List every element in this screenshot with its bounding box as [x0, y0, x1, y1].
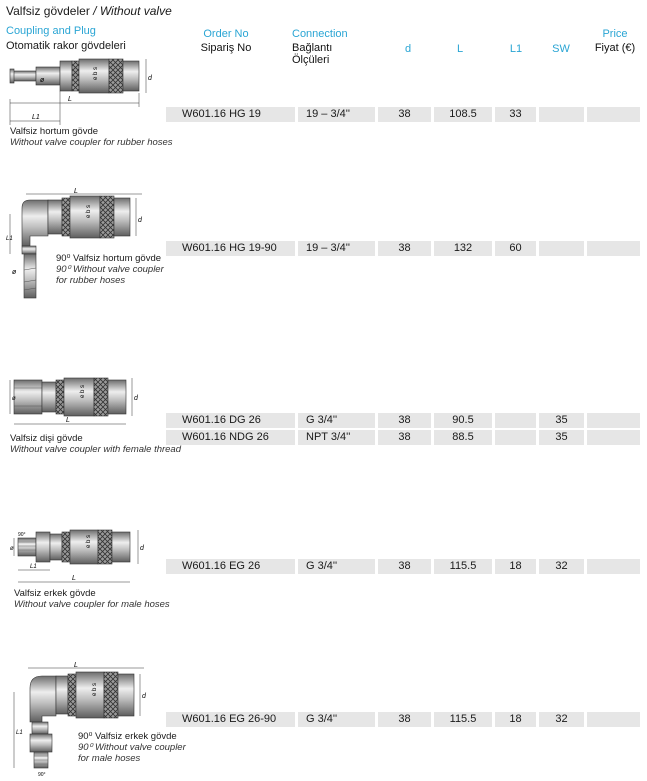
caption-en-1: 90⁰ Without valve coupler — [56, 264, 164, 275]
cell-L1: 60 — [495, 241, 536, 256]
caption-male — [14, 588, 170, 610]
cell-d: 38 — [378, 712, 431, 727]
caption-elbow-hose — [56, 253, 164, 286]
col-SW-header: SW — [552, 43, 570, 55]
brand-label: e b s — [86, 204, 92, 218]
cell-L1: 18 — [495, 559, 536, 574]
col-order-tr: Sipariş No — [200, 42, 252, 54]
cell-SW: 32 — [539, 712, 584, 727]
cell-order: W601.16 EG 26 — [166, 559, 295, 574]
caption-tr: 90⁰ Valfsiz hortum gövde — [56, 253, 162, 264]
caption-en-2: for rubber hoses — [56, 275, 126, 286]
female-coupler-drawing — [8, 372, 158, 430]
cell-conn: G 3/4'' — [298, 559, 375, 574]
cell-L: 108.5 — [434, 107, 492, 122]
title-tr: Valfsiz gövdeler — [6, 4, 90, 18]
angle-label: 90° — [18, 532, 26, 538]
col-price-en: Price — [602, 28, 628, 40]
cell-price — [587, 107, 640, 122]
cell-price — [587, 430, 640, 445]
dim-L1-label: L1 — [6, 236, 13, 242]
table-row — [166, 413, 640, 428]
subtitle-en: Coupling and Plug — [6, 25, 96, 37]
table-row — [166, 241, 640, 256]
page-title — [6, 4, 172, 18]
cell-conn: G 3/4'' — [298, 413, 375, 428]
cell-order: W601.16 NDG 26 — [166, 430, 295, 445]
col-conn-header — [292, 28, 372, 66]
dim-L-label: L — [66, 417, 70, 424]
cell-d: 38 — [378, 107, 431, 122]
table-row — [166, 430, 640, 445]
caption-tr: Valfsiz hortum gövde — [10, 126, 99, 137]
cell-price — [587, 559, 640, 574]
cell-L: 88.5 — [434, 430, 492, 445]
dim-d-label: d — [138, 217, 142, 224]
dim-phi-label: ø — [10, 546, 14, 552]
brand-label: e b s — [93, 66, 99, 80]
cell-d: 38 — [378, 430, 431, 445]
dim-L1-label: L1 — [16, 730, 23, 736]
cell-L: 115.5 — [434, 559, 492, 574]
cell-SW: 35 — [539, 430, 584, 445]
col-price-tr: Fiyat (€) — [594, 42, 636, 54]
col-order-en: Order No — [203, 28, 249, 40]
dim-d-label: d — [140, 545, 144, 552]
male-coupler-drawing — [10, 524, 160, 588]
angle-label: 90° — [38, 772, 46, 778]
cell-conn: 19 – 3/4'' — [298, 107, 375, 122]
cell-order: W601.16 EG 26-90 — [166, 712, 295, 727]
caption-en-2: for male hoses — [78, 753, 141, 764]
caption-en-1: 90⁰ Without valve coupler — [78, 742, 186, 753]
table-row — [166, 107, 640, 122]
cell-price — [587, 712, 640, 727]
cell-d: 38 — [378, 413, 431, 428]
dim-phi-label: ø — [12, 269, 17, 276]
caption-tr: Valfsiz erkek gövde — [14, 588, 96, 599]
subtitle-tr: Otomatik rakor gövdeleri — [6, 40, 126, 52]
dim-L-label: L — [68, 96, 72, 103]
cell-price — [587, 413, 640, 428]
cell-L: 115.5 — [434, 712, 492, 727]
cell-SW — [539, 241, 584, 256]
col-conn-en: Connection — [292, 28, 348, 40]
cell-L: 132 — [434, 241, 492, 256]
col-conn-tr: Bağlantı Ölçüleri — [292, 42, 333, 66]
caption-tr: 90⁰ Valfsiz erkek gövde — [78, 731, 177, 742]
dim-d-label: d — [148, 75, 152, 82]
dim-L-label: L — [74, 188, 78, 195]
col-d-header: d — [404, 43, 412, 55]
cell-d: 38 — [378, 559, 431, 574]
table-row — [166, 712, 640, 727]
dim-phi-label: ø — [12, 396, 16, 402]
cell-price — [587, 241, 640, 256]
dim-L1-label: L1 — [30, 564, 37, 570]
caption-female — [10, 433, 181, 455]
cell-order: W601.16 DG 26 — [166, 413, 295, 428]
cell-conn: NPT 3/4'' — [298, 430, 375, 445]
dim-L1-label: L1 — [32, 114, 40, 121]
cell-d: 38 — [378, 241, 431, 256]
dim-d-label: d — [134, 395, 138, 402]
title-en: / Without valve — [89, 4, 172, 18]
cell-L1: 33 — [495, 107, 536, 122]
elbow-hose-coupler-drawing — [8, 190, 158, 308]
dim-d-label: d — [142, 693, 146, 700]
cell-SW: 32 — [539, 559, 584, 574]
caption-elbow-male — [78, 731, 186, 764]
table-row — [166, 559, 640, 574]
brand-label: e b s — [80, 384, 86, 398]
caption-en: Without valve coupler for rubber hoses — [10, 137, 173, 148]
col-L-header: L — [456, 43, 464, 55]
col-order-header — [196, 28, 256, 54]
caption-en: Without valve coupler for male hoses — [14, 599, 170, 610]
brand-label: e b s — [92, 682, 98, 696]
dim-L-label: L — [72, 575, 76, 582]
caption-tr: Valfsiz dişi gövde — [10, 433, 83, 444]
cell-SW: 35 — [539, 413, 584, 428]
cell-order: W601.16 HG 19-90 — [166, 241, 295, 256]
cell-conn: G 3/4'' — [298, 712, 375, 727]
dim-phi-label: ø — [40, 77, 45, 84]
cell-L1 — [495, 430, 536, 445]
cell-L1 — [495, 413, 536, 428]
caption-en: Without valve coupler with female thread — [10, 444, 181, 455]
cell-order: W601.16 HG 19 — [166, 107, 295, 122]
cell-SW — [539, 107, 584, 122]
col-price-header — [588, 28, 642, 54]
caption-hose — [10, 126, 173, 148]
hose-coupler-drawing — [8, 55, 158, 133]
cell-L: 90.5 — [434, 413, 492, 428]
brand-label: e b s — [86, 534, 92, 548]
col-L1-header: L1 — [509, 43, 523, 55]
cell-L1: 18 — [495, 712, 536, 727]
cell-conn: 19 – 3/4'' — [298, 241, 375, 256]
dim-L-label: L — [74, 662, 78, 669]
